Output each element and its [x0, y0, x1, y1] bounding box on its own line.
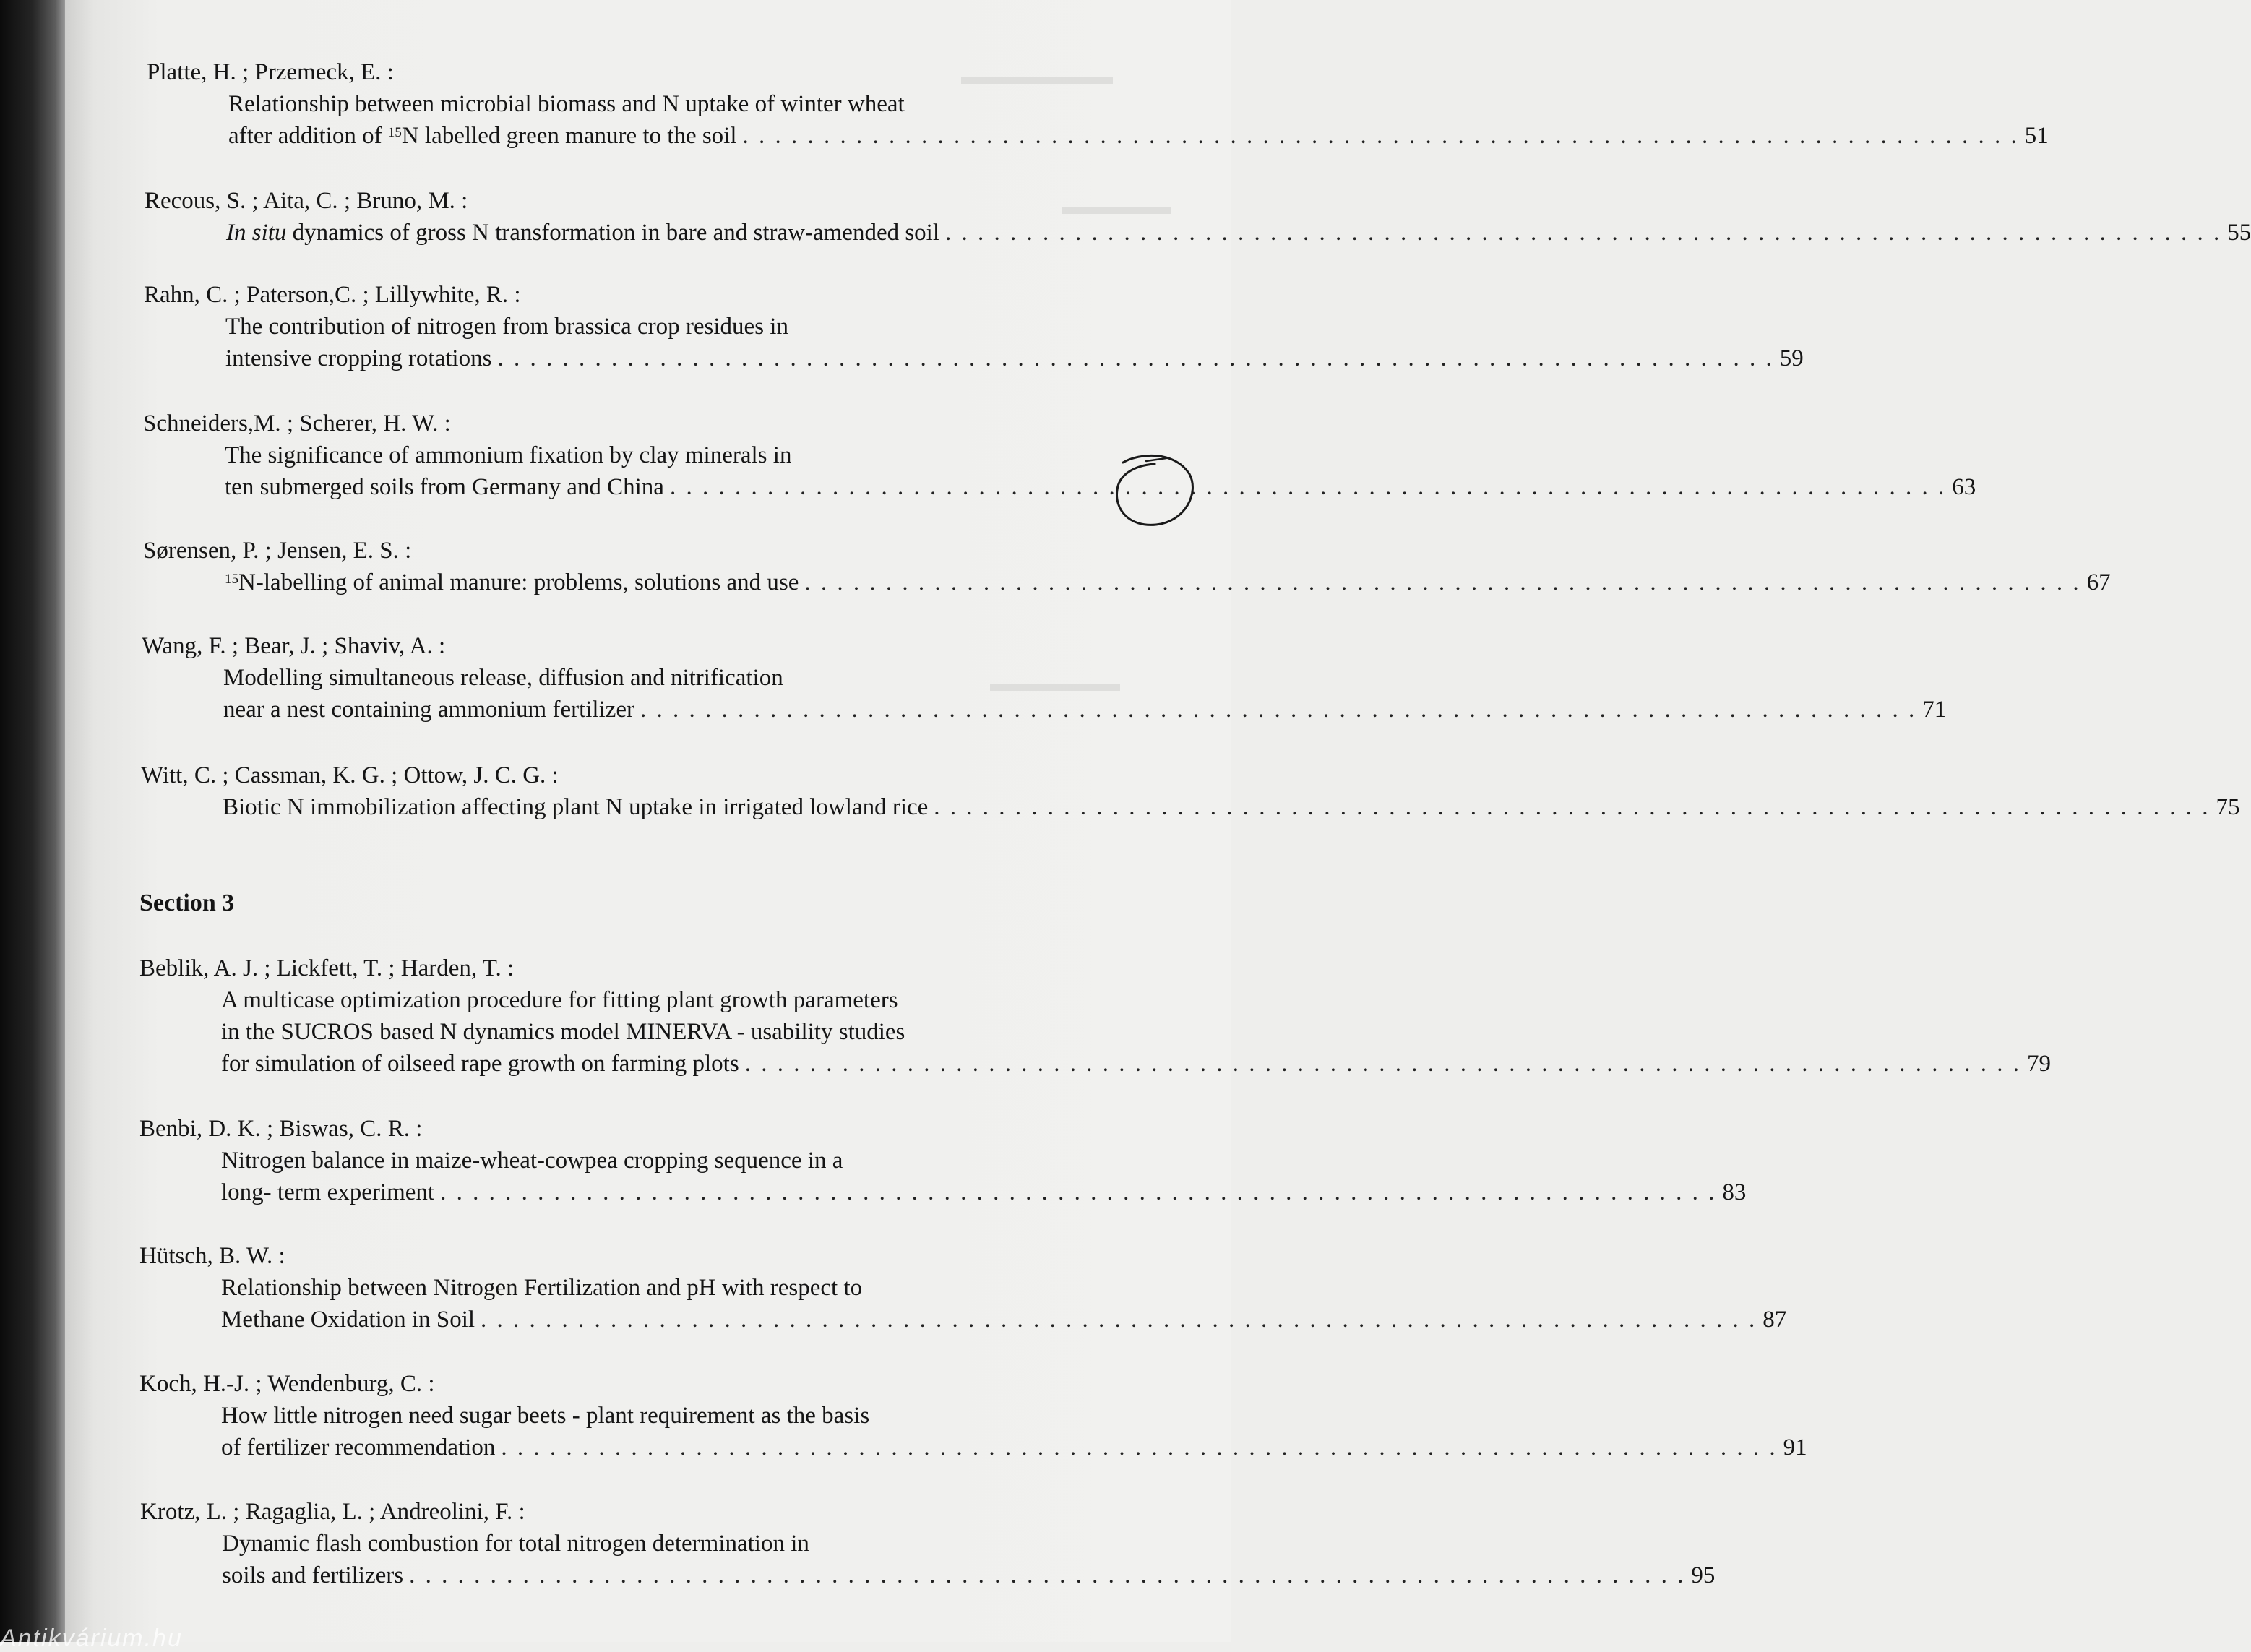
- entry-title-last-line: [221, 1176, 1747, 1208]
- entry-title-text: for simulation of oilseed rape growth on farming plots: [221, 1051, 739, 1077]
- dot-leader: . . . . . . . . . . . . . . . . . . . . . . . . . . . . . . . . . . . . . . . . . . . . . . . . . . . . . . . . . . . . . . . . . . . . . . . . . . . . . . .: [440, 1179, 1717, 1205]
- page-number: 55: [2227, 220, 2251, 246]
- dot-leader: . . . . . . . . . . . . . . . . . . . . . . . . . . . . . . . . . . . . . . . . . . . . . . . . . . . . . . . . . . . . . . . . . . . . . . . . . . . . . . .: [934, 794, 2211, 820]
- entry-title-text: of fertilizer recommendation: [221, 1434, 496, 1460]
- toc-entry: [139, 952, 2051, 1080]
- page-number: 71: [1922, 697, 1947, 723]
- entry-title-text: Biotic N immobilization affecting plant N uptake in irrigated lowland rice: [223, 794, 929, 820]
- entry-title-last-line: [221, 1304, 1787, 1335]
- entry-title-line: Nitrogen balance in maize-wheat-cowpea cropping sequence in a: [221, 1148, 843, 1174]
- entry-title-last-line: [226, 217, 2251, 249]
- toc-entry: [145, 185, 2251, 249]
- entry-title-line: in the SUCROS based N dynamics model MINERVA - usability studies: [221, 1019, 905, 1045]
- isotope-superscript: 15: [225, 572, 238, 587]
- entry-title-last-line: [221, 1432, 1807, 1463]
- page-number: 67: [2086, 569, 2111, 595]
- page-number: 91: [1783, 1434, 1807, 1460]
- toc-entry: [141, 760, 2240, 823]
- entry-authors: Recous, S. ; Aita, C. ; Bruno, M. :: [145, 188, 468, 214]
- entry-authors: Wang, F. ; Bear, J. ; Shaviv, A. :: [142, 633, 446, 659]
- entry-authors: Schneiders,M. ; Scherer, H. W. :: [143, 410, 451, 436]
- entry-authors: Benbi, D. K. ; Biswas, C. R. :: [139, 1116, 423, 1142]
- entry-title-text: $^{15}$N-labelling of animal manure: problems, solutions and use: [225, 569, 799, 595]
- entry-authors: Hütsch, B. W. :: [139, 1243, 285, 1269]
- toc-entry: [139, 1113, 1747, 1208]
- entry-title-last-line: [223, 694, 1947, 726]
- entry-title-last-line: [225, 343, 1804, 374]
- entry-authors: Sørensen, P. ; Jensen, E. S. :: [143, 538, 412, 564]
- entry-title-last-line: [225, 471, 1976, 503]
- entry-title-line: The contribution of nitrogen from brassica crop residues in: [225, 314, 788, 340]
- entry-title-text: soils and fertilizers: [222, 1562, 404, 1588]
- entry-authors: Platte, H. ; Przemeck, E. :: [147, 59, 394, 85]
- entry-title-line: Dynamic flash combustion for total nitrogen determination in: [222, 1531, 809, 1557]
- entry-authors: Beblik, A. J. ; Lickfett, T. ; Harden, T. :: [139, 955, 515, 981]
- entry-title-last-line: [223, 791, 2240, 823]
- toc-entry: [144, 279, 1804, 374]
- entry-title-line: Relationship between Nitrogen Fertilization and pH with respect to: [221, 1275, 863, 1301]
- dot-leader: . . . . . . . . . . . . . . . . . . . . . . . . . . . . . . . . . . . . . . . . . . . . . . . . . . . . . . . . . . . . . . . . . . . . . . . . . . . . . . .: [744, 1051, 2021, 1077]
- entry-authors: Krotz, L. ; Ragaglia, L. ; Andreolini, F. :: [140, 1499, 525, 1525]
- entry-title-line: Modelling simultaneous release, diffusion and nitrification: [223, 665, 783, 691]
- show-through-text: ▬▬▬▬▬▬: [990, 672, 1120, 696]
- page-number: 87: [1763, 1307, 1787, 1333]
- dot-leader: . . . . . . . . . . . . . . . . . . . . . . . . . . . . . . . . . . . . . . . . . . . . . . . . . . . . . . . . . . . . . . . . . . . . . . . . . . . . . . .: [804, 569, 2081, 595]
- toc-entry: [143, 408, 1976, 503]
- entry-title-text: In situ dynamics of gross N transformation in bare and straw-amended soil: [226, 220, 940, 246]
- entry-title-last-line: [221, 1048, 2051, 1080]
- dot-leader: . . . . . . . . . . . . . . . . . . . . . . . . . . . . . . . . . . . . . . . . . . . . . . . . . . . . . . . . . . . . . . . . . . . . . . . . . . . . . . .: [669, 474, 1947, 500]
- entry-title-last-line: [225, 567, 2111, 598]
- page-number: 95: [1691, 1562, 1716, 1588]
- dot-leader: . . . . . . . . . . . . . . . . . . . . . . . . . . . . . . . . . . . . . . . . . . . . . . . . . . . . . . . . . . . . . . . . . . . . . . . . . . . . . . .: [497, 345, 1774, 371]
- section-heading: Section 3: [139, 890, 235, 916]
- show-through-text: ▬▬▬▬▬▬▬: [961, 65, 1113, 89]
- entry-title-text: ten submerged soils from Germany and China: [225, 474, 664, 500]
- page-number: 75: [2216, 794, 2240, 820]
- dot-leader: . . . . . . . . . . . . . . . . . . . . . . . . . . . . . . . . . . . . . . . . . . . . . . . . . . . . . . . . . . . . . . . . . . . . . . . . . . . . . . .: [501, 1434, 1778, 1460]
- toc-entry: [143, 535, 2111, 598]
- dot-leader: . . . . . . . . . . . . . . . . . . . . . . . . . . . . . . . . . . . . . . . . . . . . . . . . . . . . . . . . . . . . . . . . . . . . . . . . . . . . . . .: [742, 123, 2019, 149]
- dot-leader: . . . . . . . . . . . . . . . . . . . . . . . . . . . . . . . . . . . . . . . . . . . . . . . . . . . . . . . . . . . . . . . . . . . . . . . . . . . . . . .: [481, 1307, 1757, 1333]
- toc-entry: [142, 630, 1947, 726]
- entry-title-text: intensive cropping rotations: [225, 345, 492, 371]
- show-through-text: ▬▬▬▬▬: [1062, 195, 1171, 219]
- entry-authors: Koch, H.-J. ; Wendenburg, C. :: [139, 1371, 435, 1397]
- entry-authors: Witt, C. ; Cassman, K. G. ; Ottow, J. C. G. :: [141, 762, 559, 788]
- book-binding-shadow: [0, 0, 65, 1642]
- isotope-superscript: 15: [387, 125, 402, 140]
- toc-entry: [139, 1368, 1807, 1463]
- dot-leader: . . . . . . . . . . . . . . . . . . . . . . . . . . . . . . . . . . . . . . . . . . . . . . . . . . . . . . . . . . . . . . . . . . . . . . . . . . . . . . .: [640, 697, 1917, 723]
- entry-authors: Rahn, C. ; Paterson,C. ; Lillywhite, R. :: [144, 282, 521, 308]
- entry-title-line: A multicase optimization procedure for fitting plant growth parameters: [221, 987, 898, 1013]
- entry-title-text: Methane Oxidation in Soil: [221, 1307, 475, 1333]
- entry-title-line: How little nitrogen need sugar beets - plant requirement as the basis: [221, 1403, 870, 1429]
- entry-title-last-line: [228, 120, 2049, 152]
- entry-title-line: Relationship between microbial biomass and N uptake of winter wheat: [228, 91, 905, 117]
- entry-title-text: after addition of $^{15}$N labelled green manure to the soil: [228, 123, 737, 149]
- toc-entry: [140, 1496, 1716, 1591]
- entry-title-text: near a nest containing ammonium fertilizer: [223, 697, 635, 723]
- entry-title-text: long- term experiment: [221, 1179, 435, 1205]
- entry-title-last-line: [222, 1559, 1716, 1591]
- page-number: 51: [2024, 123, 2049, 149]
- entry-title-line: The significance of ammonium fixation by clay minerals in: [225, 442, 792, 468]
- toc-entry: [147, 56, 2049, 152]
- page-number: 79: [2026, 1051, 2051, 1077]
- dot-leader: . . . . . . . . . . . . . . . . . . . . . . . . . . . . . . . . . . . . . . . . . . . . . . . . . . . . . . . . . . . . . . . . . . . . . . . . . . . . . . .: [409, 1562, 1686, 1588]
- dot-leader: . . . . . . . . . . . . . . . . . . . . . . . . . . . . . . . . . . . . . . . . . . . . . . . . . . . . . . . . . . . . . . . . . . . . . . . . . . . . . . .: [945, 220, 2222, 246]
- page-number: 59: [1779, 345, 1804, 371]
- toc-entry: [139, 1240, 1787, 1335]
- page-number: 83: [1722, 1179, 1747, 1205]
- watermark-text: Antikvárium.hu: [0, 1625, 183, 1652]
- page-number: 63: [1952, 474, 1976, 500]
